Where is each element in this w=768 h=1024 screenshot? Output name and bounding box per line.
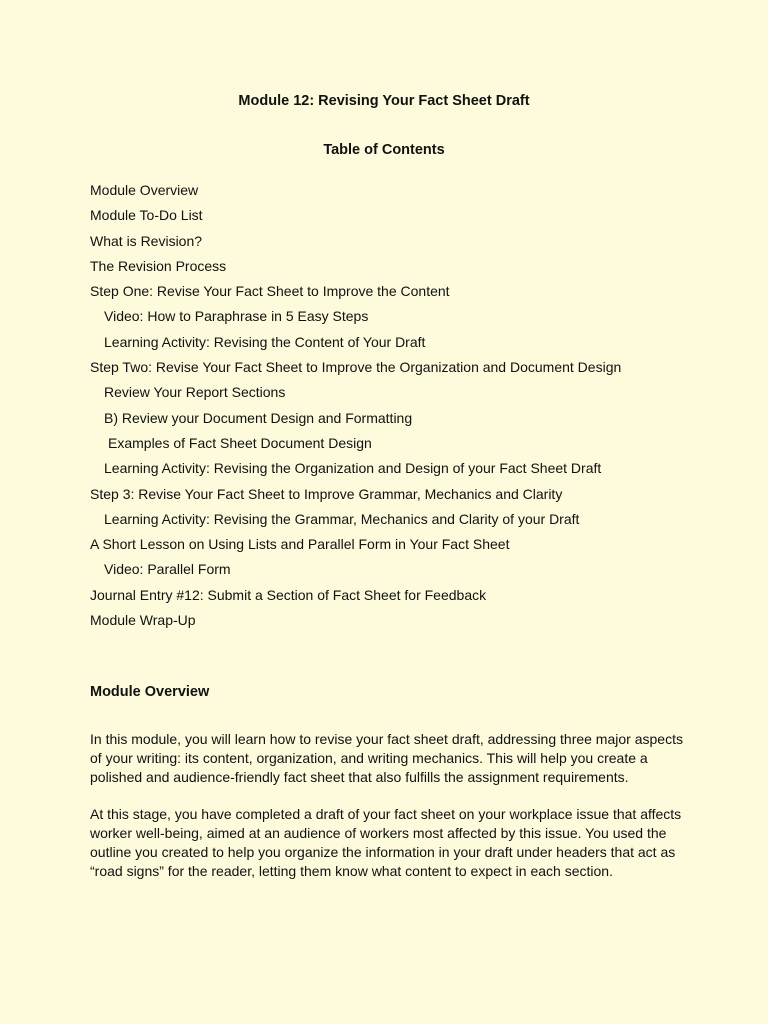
toc-item-video-parallel-form: Video: Parallel Form — [104, 561, 231, 578]
toc-item-activity-content: Learning Activity: Revising the Content of Your Draft — [104, 333, 426, 350]
overview-paragraph: At this stage, you have completed a draft of your fact sheet on your workplace issue that affects worker well-being, aimed at an audience of workers most affected by this issue. You used the outline you created to help you organize the information in your draft under headers that act as “road signs” for the reader, letting them know what content to expect in each section. — [90, 806, 682, 879]
toc-item-journal-entry: Journal Entry #12: Submit a Section of Fact Sheet for Feedback — [90, 586, 487, 603]
toc-item-module-wrap-up: Module Wrap-Up — [90, 612, 196, 629]
document-title: Module 12: Revising Your Fact Sheet Draft — [238, 93, 530, 109]
toc-item-examples-document-design: Examples of Fact Sheet Document Design — [108, 434, 372, 451]
toc-item-activity-organization: Learning Activity: Revising the Organization and Design of your Fact Sheet Draft — [104, 460, 602, 477]
table-of-contents — [90, 181, 621, 636]
toc-heading: Table of Contents — [323, 142, 445, 158]
toc-item-step-one: Step One: Revise Your Fact Sheet to Improve the Content — [90, 283, 450, 300]
toc-item-review-document-design: B) Review your Document Design and Formatting — [104, 409, 413, 426]
toc-item-step-two: Step Two: Revise Your Fact Sheet to Improve the Organization and Document Design — [90, 359, 622, 376]
toc-item-what-is-revision: What is Revision? — [90, 232, 203, 249]
toc-item-module-to-do-list: Module To-Do List — [90, 207, 203, 224]
toc-item-video-paraphrase: Video: How to Paraphrase in 5 Easy Steps — [104, 308, 369, 325]
toc-item-step-three: Step 3: Revise Your Fact Sheet to Improve Grammar, Mechanics and Clarity — [90, 485, 563, 502]
overview-paragraph: In this module, you will learn how to revise your fact sheet draft, addressing three major aspects of your writing: its content, organization, and writing mechanics. This will help you create a polished and audience-friendly fact sheet that also fulfills the assignment requirements. — [90, 731, 683, 785]
toc-item-activity-grammar: Learning Activity: Revising the Grammar, Mechanics and Clarity of your Draft — [104, 510, 580, 527]
module-overview-heading: Module Overview — [90, 684, 210, 700]
toc-item-review-report-sections: Review Your Report Sections — [104, 384, 286, 401]
toc-item-lists-parallel-form: A Short Lesson on Using Lists and Parallel Form in Your Fact Sheet — [90, 536, 510, 553]
toc-item-revision-process: The Revision Process — [90, 257, 227, 274]
toc-item-module-overview: Module Overview — [90, 182, 199, 198]
